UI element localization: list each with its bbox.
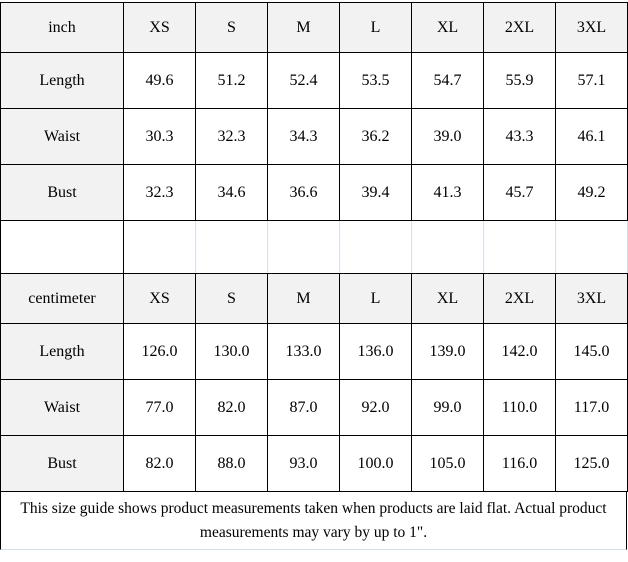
measure-label: Waist [1,109,124,165]
measure-value: 92.0 [340,380,412,436]
measure-value: 55.9 [484,53,556,109]
cm-length-row [1,324,628,380]
measure-value: 99.0 [412,380,484,436]
inch-bust-row [1,165,628,221]
measure-value: 53.5 [340,53,412,109]
spacer-cell [268,221,340,274]
measure-value: 54.7 [412,53,484,109]
inch-waist-row [1,109,628,165]
size-header: XL [412,274,484,324]
measure-value: 49.2 [556,165,628,221]
measure-value: 32.3 [196,109,268,165]
measure-value: 110.0 [484,380,556,436]
measure-value: 46.1 [556,109,628,165]
measure-value: 105.0 [412,436,484,492]
size-header: XS [124,274,196,324]
spacer-cell [196,221,268,274]
measure-label: Bust [1,165,124,221]
measure-label: Bust [1,436,124,492]
size-header: S [196,274,268,324]
measure-value: 32.3 [124,165,196,221]
unit-header-inch: inch [1,3,124,53]
measure-value: 93.0 [268,436,340,492]
measure-value: 130.0 [196,324,268,380]
measure-value: 49.6 [124,53,196,109]
measure-value: 139.0 [412,324,484,380]
inch-length-row [1,53,628,109]
measure-value: 145.0 [556,324,628,380]
measure-value: 133.0 [268,324,340,380]
measure-label: Waist [1,380,124,436]
unit-header-centimeter: centimeter [1,274,124,324]
measure-value: 34.6 [196,165,268,221]
size-header: 2XL [484,274,556,324]
spacer-cell [124,221,196,274]
cm-waist-row [1,380,628,436]
size-guide-footnote: This size guide shows product measurements taken when products are laid flat. Actual product measurements may vary by up to 1". [0,492,627,550]
measure-value: 41.3 [412,165,484,221]
measure-value: 36.6 [268,165,340,221]
centimeter-header-row [1,274,628,324]
size-header: 3XL [556,274,628,324]
measure-value: 36.2 [340,109,412,165]
size-header: XS [124,3,196,53]
measure-value: 51.2 [196,53,268,109]
measure-value: 87.0 [268,380,340,436]
cm-bust-row [1,436,628,492]
size-guide-table [0,2,628,492]
size-header: M [268,274,340,324]
size-header: M [268,3,340,53]
measure-value: 52.4 [268,53,340,109]
measure-value: 77.0 [124,380,196,436]
spacer-row [1,221,628,274]
spacer-cell [1,221,124,274]
size-header: XL [412,3,484,53]
measure-value: 39.0 [412,109,484,165]
measure-value: 57.1 [556,53,628,109]
measure-label: Length [1,324,124,380]
measure-value: 117.0 [556,380,628,436]
measure-value: 82.0 [196,380,268,436]
measure-value: 43.3 [484,109,556,165]
size-header: 2XL [484,3,556,53]
measure-value: 136.0 [340,324,412,380]
spacer-cell [412,221,484,274]
size-header: S [196,3,268,53]
spacer-cell [340,221,412,274]
measure-value: 34.3 [268,109,340,165]
measure-label: Length [1,53,124,109]
size-header: L [340,3,412,53]
size-header: 3XL [556,3,628,53]
measure-value: 142.0 [484,324,556,380]
inch-header-row [1,3,628,53]
measure-value: 116.0 [484,436,556,492]
measure-value: 39.4 [340,165,412,221]
measure-value: 30.3 [124,109,196,165]
size-header: L [340,274,412,324]
measure-value: 82.0 [124,436,196,492]
spacer-cell [484,221,556,274]
spacer-cell [556,221,628,274]
measure-value: 126.0 [124,324,196,380]
measure-value: 45.7 [484,165,556,221]
measure-value: 100.0 [340,436,412,492]
measure-value: 125.0 [556,436,628,492]
measure-value: 88.0 [196,436,268,492]
